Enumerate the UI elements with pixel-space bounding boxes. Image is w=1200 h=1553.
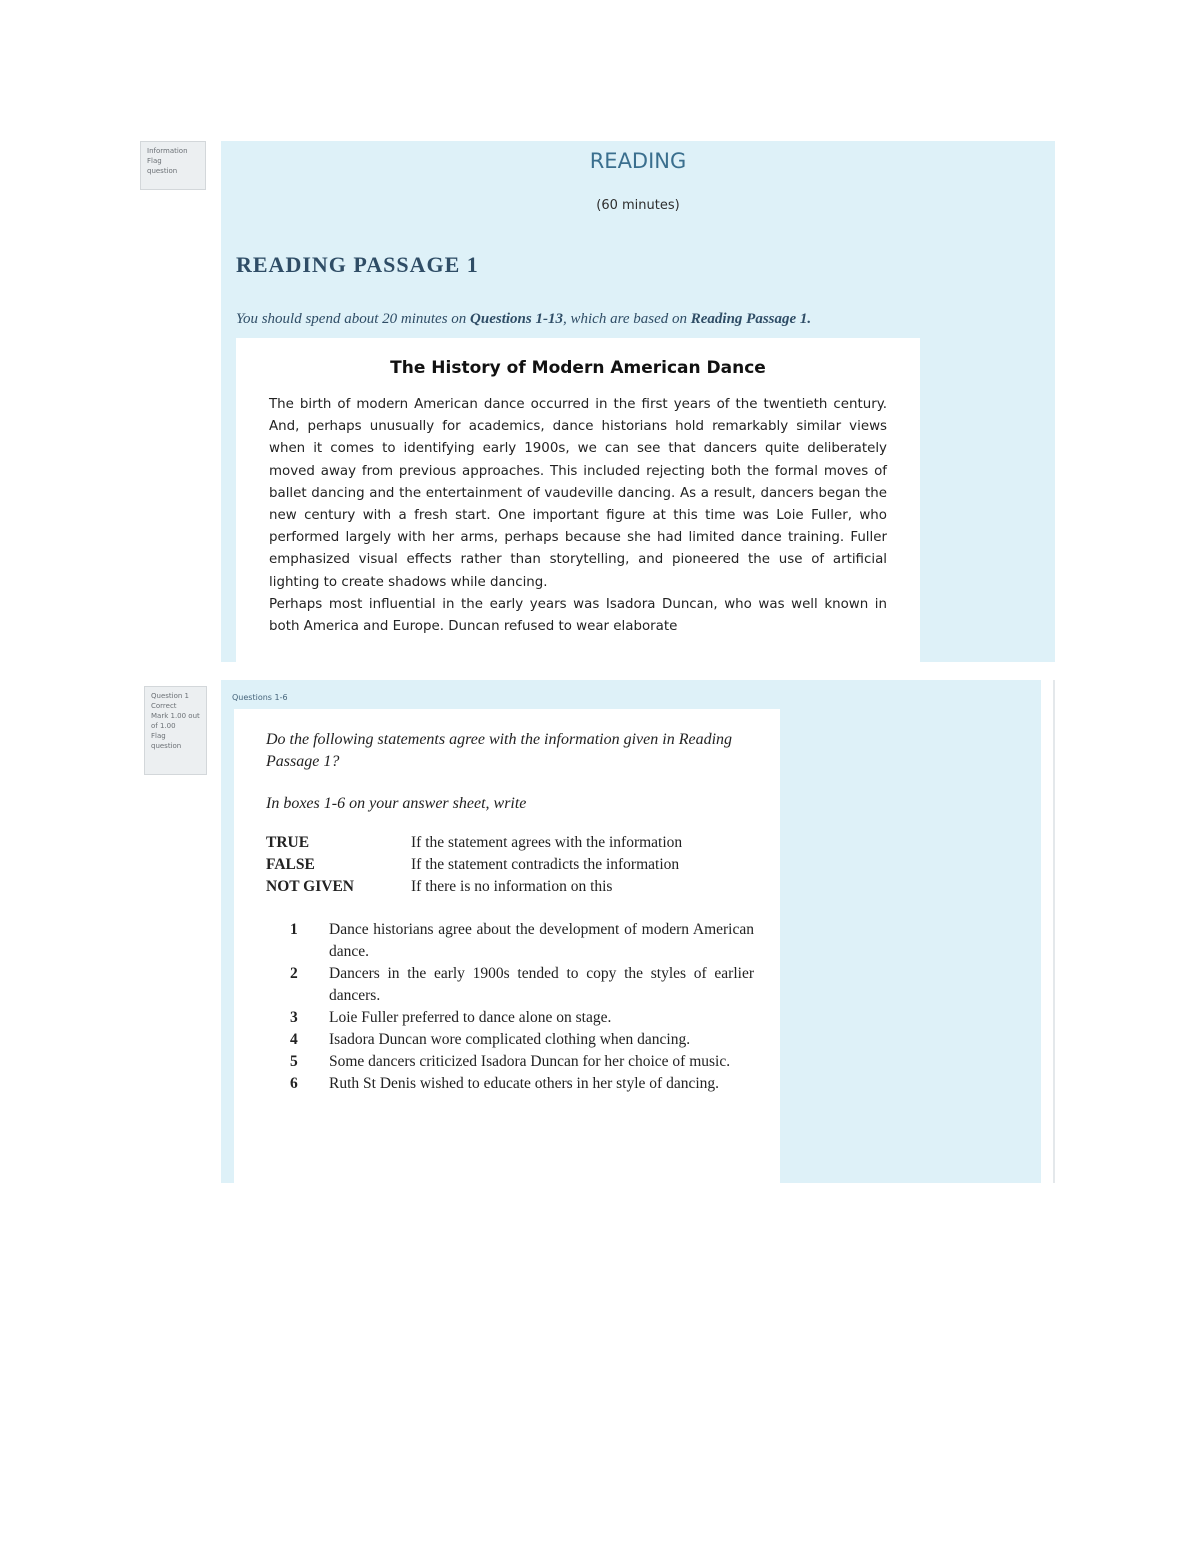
- question-text: Ruth St Denis wished to educate others in her style of dancing.: [329, 1075, 720, 1092]
- passage-title: The History of Modern American Dance: [390, 358, 766, 378]
- questions-card: [234, 709, 780, 1183]
- questions-prompt: Do the following statements agree with the information given in Reading Passage 1?: [266, 731, 733, 770]
- question-list: [266, 919, 754, 1095]
- flag-question-link[interactable]: Flag: [147, 157, 162, 165]
- question-number: 1: [290, 921, 298, 938]
- passage-instruction: You should spend about 20 minutes on Questions 1-13, which are based on Reading Passage 1.: [236, 311, 812, 327]
- legend-desc: If the statement contradicts the information: [411, 856, 680, 873]
- legend-key: FALSE: [266, 856, 315, 873]
- legend-row: [266, 876, 754, 898]
- questions-range-label: Questions 1-6: [232, 693, 288, 702]
- question-status: Correct: [151, 702, 177, 710]
- panel-edge-divider: [1053, 680, 1055, 1183]
- question-item: [266, 1029, 754, 1051]
- question-text: Isadora Duncan wore complicated clothing when dancing.: [329, 1031, 691, 1048]
- questions-sub-prompt: In boxes 1-6 on your answer sheet, write: [266, 795, 527, 812]
- legend-row: [266, 832, 754, 854]
- question-item: [266, 1007, 754, 1029]
- legend-desc: If the statement agrees with the information: [411, 834, 683, 851]
- legend-key: NOT GIVEN: [266, 878, 354, 895]
- section-title: READING: [589, 149, 687, 173]
- passage-text-card[interactable]: [236, 338, 920, 662]
- question-item: [266, 1051, 754, 1073]
- passage-paragraph: The birth of modern American dance occurred in the first years of the twentieth century. And, perhaps unusually for academics, dance historians hold remarkably similar views when it comes to identifying early 1900s, we can see that dancers quite deliberately moved away from previous approaches. This included rejecting both the formal moves of ballet dancing and the entertainment of vaudeville dancing. As a result, dancers began the new century with a fresh start. One important figure at this time was Loie Fuller, who performed largely with her arms, perhaps because she had limited dance training. Fuller emphasized visual effects rather than storytelling, and pioneered the use of artificial lighting to create shadows while dancing.: [269, 397, 887, 590]
- question-item: [266, 963, 754, 1007]
- flag-question-link-text[interactable]: question: [151, 742, 182, 750]
- question-mark: Mark 1.00 out: [151, 712, 200, 720]
- flag-question-link[interactable]: Flag: [151, 732, 166, 740]
- section-duration: (60 minutes): [596, 198, 680, 213]
- question-item: [266, 919, 754, 963]
- passage-label: READING PASSAGE 1: [236, 252, 479, 277]
- question-info-box: [140, 141, 206, 190]
- question-number: 5: [290, 1053, 298, 1070]
- question-number: 2: [290, 965, 298, 982]
- legend-key: TRUE: [266, 834, 310, 851]
- question-item: [266, 1073, 754, 1095]
- questions-panel: [221, 680, 1041, 1183]
- flag-question-link-text[interactable]: question: [147, 167, 178, 175]
- legend-row: [266, 854, 754, 876]
- question-mark-total: of 1.00: [151, 722, 176, 730]
- legend-desc: If there is no information on this: [411, 878, 613, 895]
- answer-legend: [266, 832, 754, 898]
- question-number: 6: [290, 1075, 298, 1092]
- question-number: 3: [290, 1009, 298, 1026]
- question-text: Loie Fuller preferred to dance alone on stage.: [329, 1009, 612, 1026]
- passage-paragraph: Perhaps most influential in the early years was Isadora Duncan, who was well known in both America and Europe. Duncan refused to wear elaborate: [269, 596, 887, 635]
- question-number: Question 1: [151, 692, 189, 700]
- question-text: Dance historians agree about the development of modern American dance.: [329, 921, 754, 960]
- reading-passage-panel: [221, 141, 1055, 662]
- question-text: Dancers in the early 1900s tended to copy the styles of earlier dancers.: [329, 965, 754, 1004]
- question-number: 4: [290, 1031, 298, 1048]
- info-type-label: Information: [147, 147, 188, 155]
- question-status-box: [144, 686, 207, 775]
- question-text: Some dancers criticized Isadora Duncan for her choice of music.: [329, 1053, 731, 1070]
